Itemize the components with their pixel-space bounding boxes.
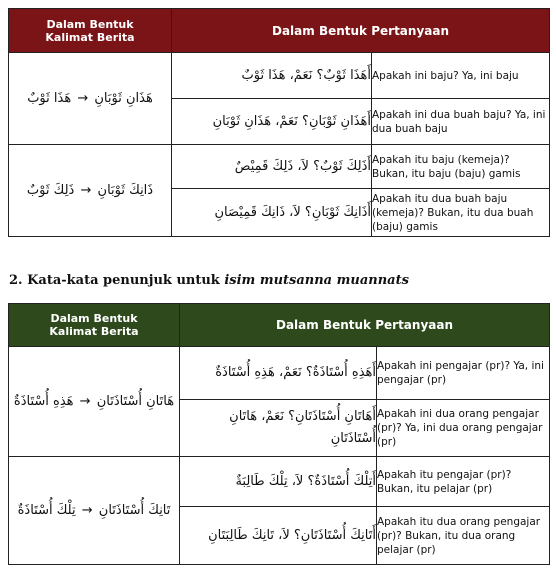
question-arabic: أَهَذَانِ ثَوْبَانِ؟ نَعَمْ، هَذَانِ ثَوْبَانِ xyxy=(172,99,372,145)
question-translation: Apakah itu dua orang pengajar (pr)? Bukan, itu dua orang pelajar (pr) xyxy=(377,507,550,565)
statement-from: تَانِكَ أُسْتَاذَتَانِ xyxy=(98,503,171,518)
statement-to: تِلْكَ أُسْتَاذَةٌ xyxy=(17,503,76,518)
statement-from: هَاتَانِ أُسْتَاذَتَانِ xyxy=(96,394,175,409)
header-statement-form: Dalam Bentuk Kalimat Berita xyxy=(9,304,180,347)
table-row xyxy=(9,53,550,99)
statement-from: ذَانِكَ ثَوْبَانِ xyxy=(97,183,154,198)
arrow-icon: → xyxy=(77,91,89,106)
section-heading xyxy=(9,273,409,288)
header-question-form: Dalam Bentuk Pertanyaan xyxy=(180,304,550,347)
question-arabic: أَذَانِكَ ثَوْبَانِ؟ لاَ، ذَانِكَ قَمِيْصَانِ xyxy=(172,189,372,237)
question-arabic: أَهَاتَانِ أُسْتَاذَتَانِ؟ نَعَمْ، هَاتَانِ أُسْتَاذَتَانِ xyxy=(180,400,377,457)
arrow-icon: → xyxy=(80,183,92,198)
grammar-table-2 xyxy=(8,303,550,565)
question-arabic: أَذَلِكَ ثَوْبٌ؟ لاَ، ذَلِكَ قَمِيْصٌ xyxy=(172,145,372,189)
question-translation: Apakah itu dua buah baju (kemeja)? Bukan, itu dua buah (baju) gamis xyxy=(372,189,550,237)
statement-to: ذَلِكَ ثَوْبٌ xyxy=(26,183,75,198)
statement-cell xyxy=(9,457,180,565)
section-italic-term: isim mutsanna muannats xyxy=(224,273,409,288)
statement-to: هَذِهِ أُسْتَاذَةٌ xyxy=(13,394,74,409)
question-translation: Apakah itu pengajar (pr)? Bukan, itu pelajar (pr) xyxy=(377,457,550,507)
grammar-table-1 xyxy=(8,8,550,237)
question-arabic: أَتِلْكَ أُسْتَاذَةٌ؟ لاَ، تِلْكَ طَالِبَةٌ xyxy=(180,457,377,507)
question-arabic: أَتَانِكَ أُسْتَاذَتَانِ؟ لاَ، تَانِكَ طَالِبَتَانِ xyxy=(180,507,377,565)
header-question-form: Dalam Bentuk Pertanyaan xyxy=(172,9,550,53)
question-translation: Apakah ini dua orang pengajar (pr)? Ya, ini dua orang pengajar (pr) xyxy=(377,400,550,457)
statement-to: هَذَا ثَوْبٌ xyxy=(27,91,72,106)
question-translation: Apakah itu baju (kemeja)? Bukan, itu baju (baju) gamis xyxy=(372,145,550,189)
section-text: Kata-kata penunjuk untuk xyxy=(27,273,220,288)
question-translation: Apakah ini dua buah baju? Ya, ini dua buah baju xyxy=(372,99,550,145)
section-number: 2. xyxy=(9,273,23,288)
header-statement-form: Dalam Bentuk Kalimat Berita xyxy=(9,9,172,53)
table-row xyxy=(9,347,550,400)
question-arabic: أَهَذِهِ أُسْتَاذَةٌ؟ نَعَمْ، هَذِهِ أُسْتَاذَةٌ xyxy=(180,347,377,400)
table-row xyxy=(9,457,550,507)
statement-cell xyxy=(9,347,180,457)
arrow-icon: → xyxy=(79,394,91,409)
table-row xyxy=(9,145,550,189)
question-translation: Apakah ini pengajar (pr)? Ya, ini pengajar (pr) xyxy=(377,347,550,400)
table-header-row xyxy=(9,9,550,53)
statement-cell xyxy=(9,145,172,237)
question-arabic: أَهَذَا ثَوْبٌ؟ نَعَمْ، هَذَا ثَوْبٌ xyxy=(172,53,372,99)
table-header-row xyxy=(9,304,550,347)
arrow-icon: → xyxy=(81,503,93,518)
question-translation: Apakah ini baju? Ya, ini baju xyxy=(372,53,550,99)
statement-from: هَذَانِ ثَوْبَانِ xyxy=(94,91,153,106)
statement-cell xyxy=(9,53,172,145)
